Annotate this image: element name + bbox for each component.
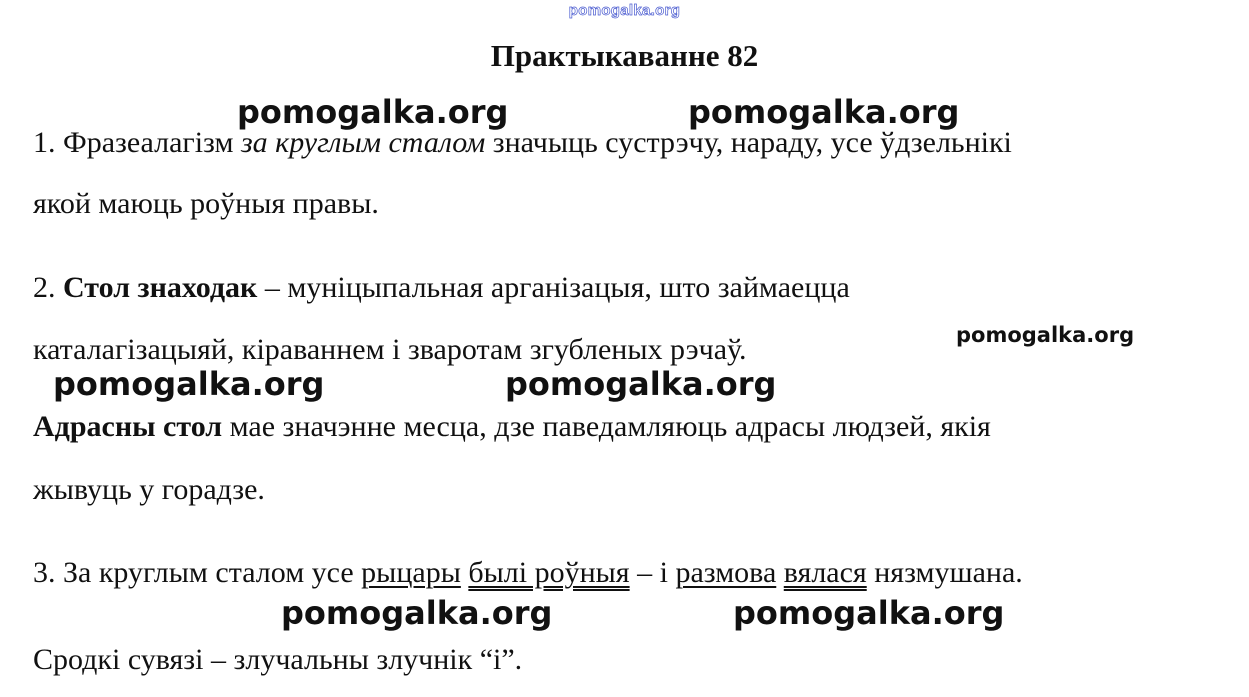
item2-text1: – муніцыпальная арганізацыя, што займаецца	[257, 271, 850, 304]
page-title: Практыкаванне 82	[490, 38, 759, 73]
item1-text-post: значыць сустрэчу, нараду, усе ўдзельнікі	[485, 126, 1012, 159]
watermark: pomogalka.org	[733, 594, 1005, 632]
item1-text-pre: Фразеалагізм	[63, 126, 241, 159]
item3-text1: За круглым сталом усе	[63, 556, 362, 589]
item3-predicate1: былі роўныя	[468, 556, 630, 589]
item2-term2: Адрасны стол	[33, 410, 223, 443]
watermark: pomogalka.org	[956, 323, 1135, 347]
item3-number: 3.	[33, 556, 63, 589]
watermark: pomogalka.org	[53, 365, 325, 403]
item1-phrase: за круглым сталом	[240, 126, 486, 159]
item3-subject2: размова	[675, 556, 777, 589]
item3-text2: – і	[629, 556, 676, 589]
item3-note: Сродкі сувязі – злучальны злучнік “і”.	[33, 643, 523, 676]
item2-line3	[33, 410, 991, 444]
item3-line1	[33, 556, 1023, 590]
item2-line1	[33, 271, 850, 305]
watermark: pomogalka.org	[688, 93, 960, 131]
item2-text2: мае значэнне месца, дзе паведамляюць адрасы людзей, якія	[222, 410, 991, 443]
item1-line2: якой маюць роўныя правы.	[33, 187, 379, 220]
item3-predicate2: вялася	[783, 556, 867, 589]
item3-space2	[776, 556, 784, 589]
item2-number: 2.	[33, 271, 63, 304]
watermark: pomogalka.org	[237, 93, 509, 131]
item3-subject1: рыцары	[361, 556, 461, 589]
item1-number: 1.	[33, 126, 63, 159]
top-watermark: pomogalka.org	[568, 2, 681, 19]
watermark: pomogalka.org	[505, 365, 777, 403]
item1-line1	[33, 126, 1012, 160]
item2-term1: Стол знаходак	[63, 271, 258, 304]
item2-line2: каталагізацыяй, кіраваннем і зваротам згубленых рэчаў.	[33, 333, 747, 366]
watermark: pomogalka.org	[281, 594, 553, 632]
item3-text3: нязмушана.	[866, 556, 1023, 589]
item2-line4: жывуць у горадзе.	[33, 473, 265, 506]
